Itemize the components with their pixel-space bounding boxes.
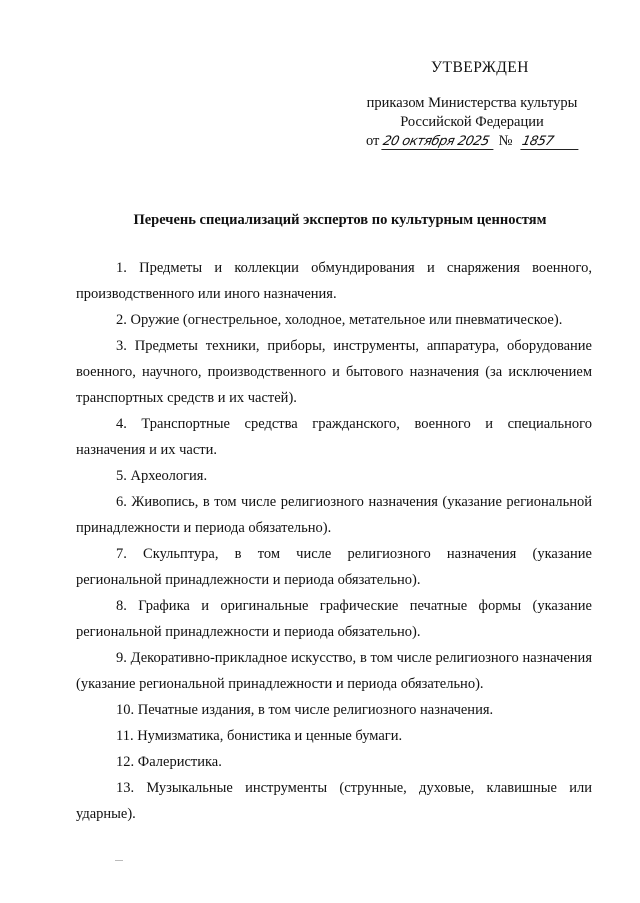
order-date-number-line (352, 132, 592, 151)
handwritten-date: 20 октября 2025 (381, 134, 496, 150)
number-prefix: № (498, 133, 513, 149)
list-item: 10. Печатные издания, в том числе религиозного назначения. (116, 702, 494, 718)
list-item: 11. Нумизматика, бонистика и ценные бумаги. (116, 728, 403, 744)
approval-line-federation: Российской Федерации (400, 114, 544, 130)
approval-stamp-block (352, 58, 592, 151)
list-item: 3. Предметы техники, приборы, инструменты, аппаратура, оборудование военного, научного, производственного и бытового назначения (за исключением транспортных средств и их частей). (76, 338, 592, 406)
document-title: Перечень специализаций экспертов по культурным ценностям (133, 212, 547, 228)
list-item: 2. Оружие (огнестрельное, холодное, метательное или пневматическое). (116, 312, 563, 328)
list-item: 6. Живопись, в том числе религиозного назначения (указание региональной принадлежности и периода обязательно). (76, 494, 592, 536)
handwritten-order-number: 1857 (520, 134, 581, 150)
approval-heading: УТВЕРЖДЕН (431, 59, 529, 76)
specializations-list (76, 255, 592, 827)
date-prefix: от (366, 133, 380, 149)
list-item: 5. Археология. (116, 468, 208, 484)
list-item: 1. Предметы и коллекции обмундирования и снаряжения военного, производственного или иного назначения. (76, 260, 592, 302)
list-item: 13. Музыкальные инструменты (струнные, духовые, клавишные или ударные). (76, 780, 592, 822)
list-item: 7. Скульптура, в том числе религиозного назначения (указание региональной принадлежности и периода обязательно). (76, 546, 592, 588)
approval-line-ministry: приказом Министерства культуры (366, 95, 578, 111)
scan-mark (115, 860, 123, 861)
list-item: 4. Транспортные средства гражданского, военного и специального назначения и их части. (76, 416, 592, 458)
list-item: 12. Фалеристика. (116, 754, 222, 770)
list-item: 9. Декоративно-прикладное искусство, в том числе религиозного назначения (указание региональной принадлежности и периода обязательно). (76, 650, 592, 692)
list-item: 8. Графика и оригинальные графические печатные формы (указание региональной принадлежности и периода обязательно). (76, 598, 592, 640)
